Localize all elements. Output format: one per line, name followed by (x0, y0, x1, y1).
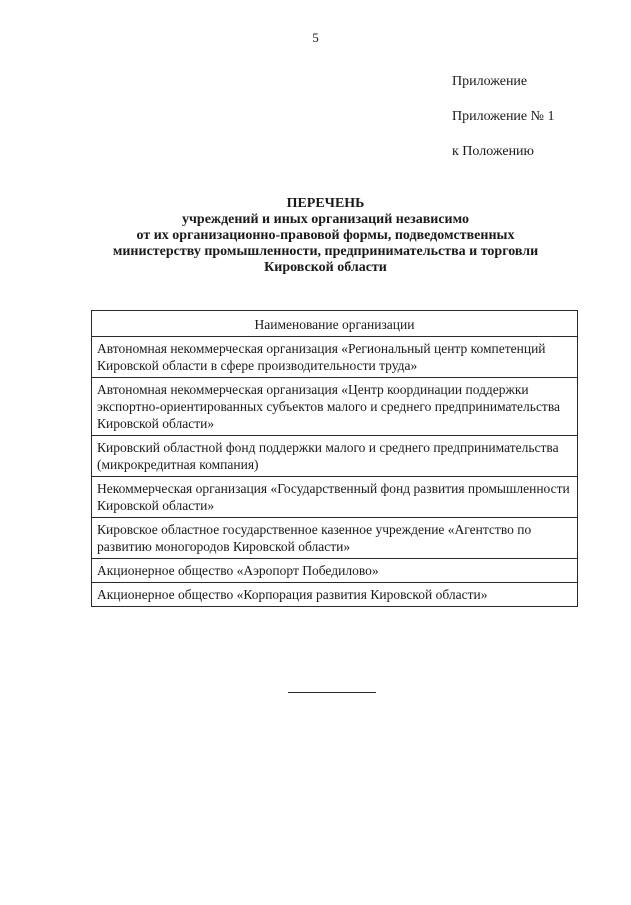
title-line: учреждений и иных организаций независимо (182, 212, 469, 227)
end-divider-line (288, 692, 376, 693)
table-header-row (92, 311, 578, 337)
organization-name-cell: Автономная некоммерческая организация «Региональный центр компетенций Кировской области в сфере производительности труда» (92, 337, 578, 378)
column-header-organization-name: Наименование организации (92, 311, 578, 337)
table-row (92, 477, 578, 518)
page-number: 5 (312, 30, 319, 45)
organization-name-cell: Кировский областной фонд поддержки малого и среднего предпринимательства (микрокредитная компания) (92, 436, 578, 477)
appendix-label: Приложение (452, 74, 528, 89)
table-row (92, 378, 578, 436)
organization-name-cell: Акционерное общество «Аэропорт Победилово» (92, 559, 578, 583)
title-line: министерству промышленности, предпринимательства и торговли (112, 244, 539, 259)
table-row (92, 518, 578, 559)
table-row (92, 337, 578, 378)
title-line: Кировской области (264, 260, 387, 275)
title-line: от их организационно-правовой формы, подведомственных (136, 228, 515, 243)
organization-name-cell: Некоммерческая организация «Государственный фонд развития промышленности Кировской области» (92, 477, 578, 518)
table-row (92, 559, 578, 583)
organizations-table (91, 310, 578, 607)
document-title (60, 196, 591, 276)
organization-name-cell: Автономная некоммерческая организация «Центр координации поддержки экспортно-ориентированных субъектов малого и среднего предпринимательства Кировской области» (92, 378, 578, 436)
appendix-reference-label: к Положению (452, 144, 535, 159)
table-row (92, 436, 578, 477)
organization-name-cell: Акционерное общество «Корпорация развития Кировской области» (92, 583, 578, 607)
title-heading: ПЕРЕЧЕНЬ (286, 196, 365, 211)
table-row (92, 583, 578, 607)
appendix-number-label: Приложение № 1 (452, 109, 555, 124)
organization-name-cell: Кировское областное государственное казенное учреждение «Агентство по развитию моногородов Кировской области» (92, 518, 578, 559)
